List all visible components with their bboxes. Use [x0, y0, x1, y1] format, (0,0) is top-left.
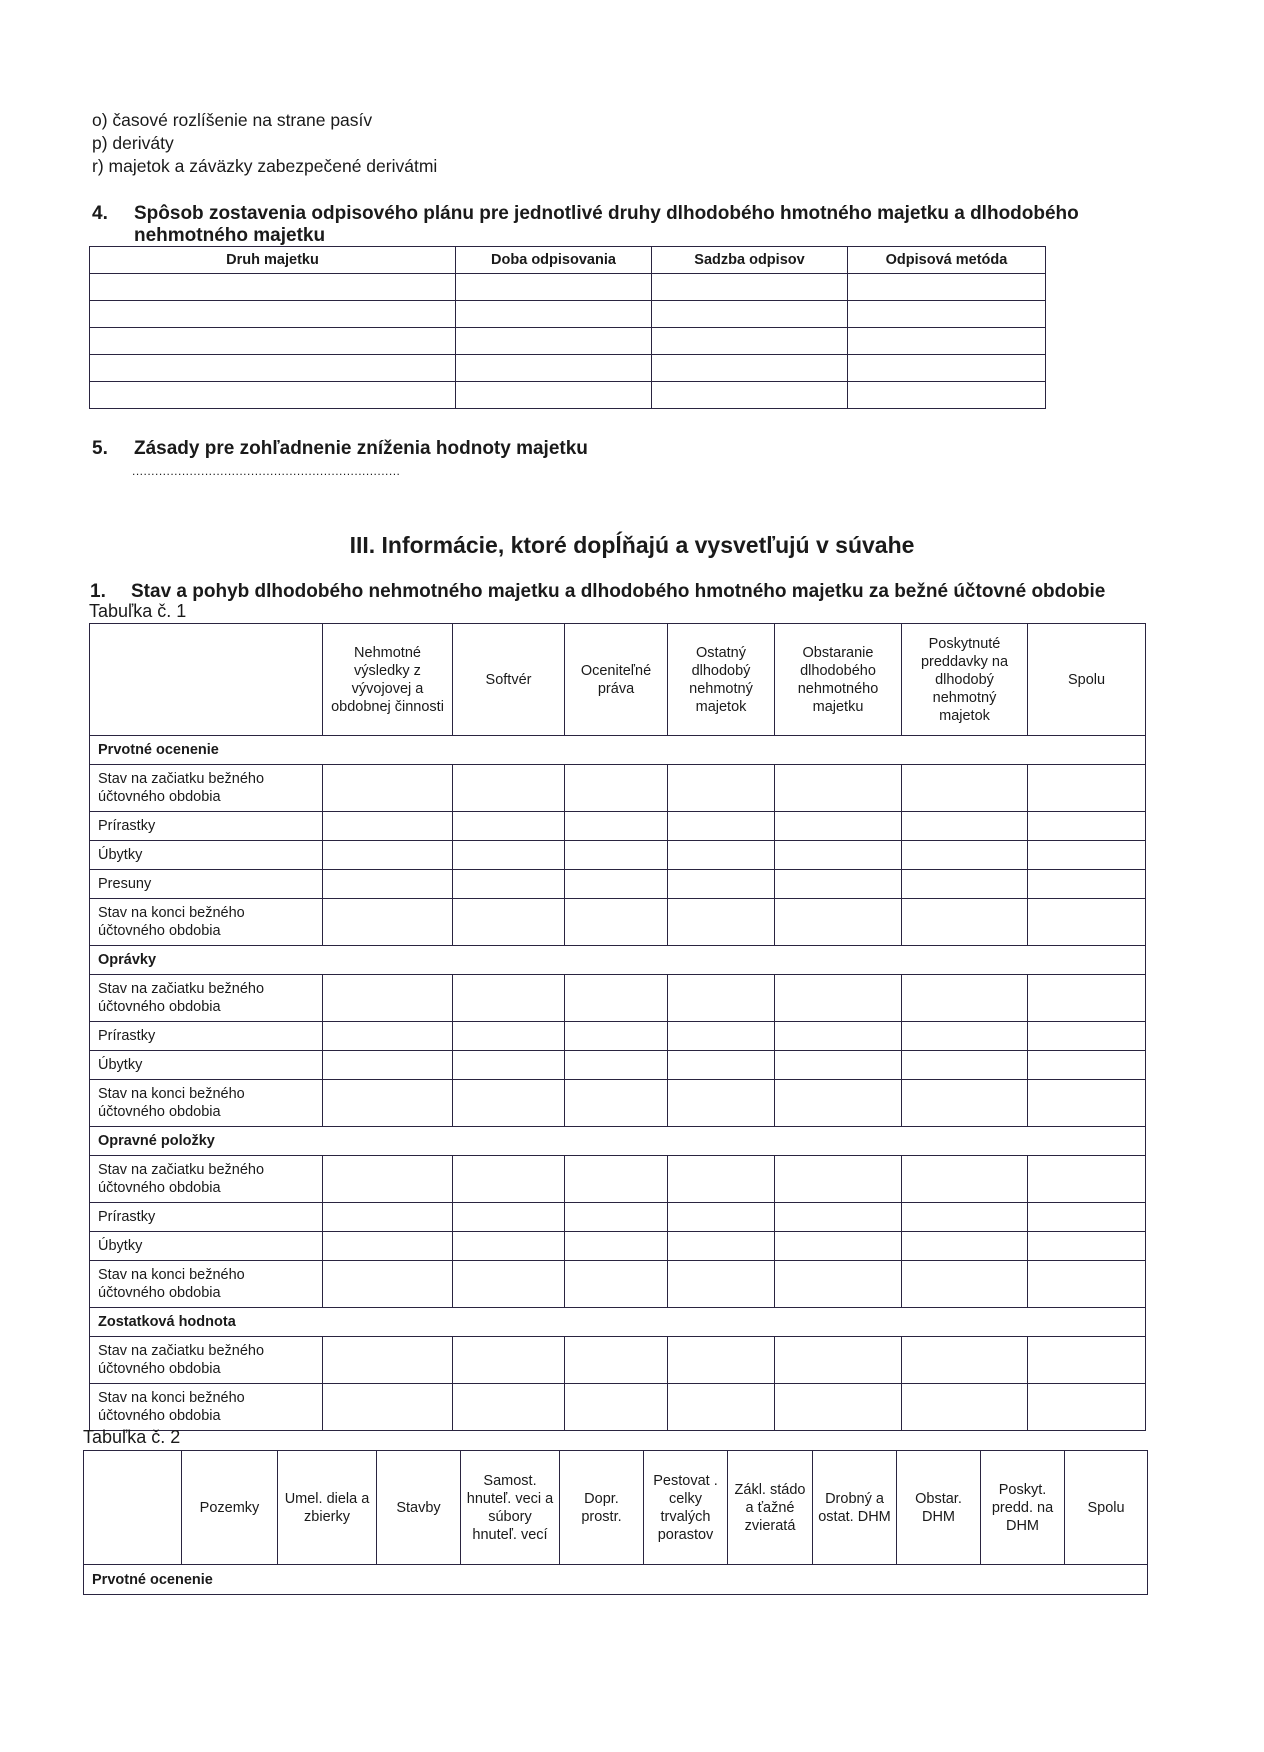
- input-cell[interactable]: [775, 1051, 902, 1080]
- input-cell[interactable]: [456, 355, 652, 382]
- input-cell[interactable]: [323, 1080, 453, 1127]
- table-row: [90, 1203, 1146, 1232]
- input-cell[interactable]: [453, 1261, 565, 1308]
- section-row: [84, 1565, 1148, 1595]
- input-cell[interactable]: [565, 1384, 668, 1431]
- row-label: Stav na začiatku bežného účtovného obdobia: [90, 1337, 323, 1384]
- input-cell[interactable]: [848, 328, 1046, 355]
- table-row: [90, 1156, 1146, 1203]
- section-label: Prvotné ocenenie: [90, 736, 1146, 765]
- table-row: [90, 1384, 1146, 1431]
- input-cell[interactable]: [323, 1384, 453, 1431]
- input-cell[interactable]: [453, 1022, 565, 1051]
- input-cell[interactable]: [775, 870, 902, 899]
- input-cell[interactable]: [668, 975, 775, 1022]
- column-header: Dopr. prostr.: [560, 1451, 644, 1565]
- row-label: Stav na začiatku bežného účtovného obdobia: [90, 765, 323, 812]
- input-cell[interactable]: [323, 1232, 453, 1261]
- row-label: Úbytky: [90, 1051, 323, 1080]
- column-header: Doba odpisovania: [456, 247, 652, 274]
- input-cell[interactable]: [902, 765, 1028, 812]
- section-label: Prvotné ocenenie: [84, 1565, 1148, 1595]
- input-cell[interactable]: [902, 975, 1028, 1022]
- input-cell[interactable]: [565, 1232, 668, 1261]
- input-cell[interactable]: [1028, 1337, 1146, 1384]
- section5-heading: [92, 438, 588, 460]
- input-cell[interactable]: [565, 841, 668, 870]
- section5-fill-line: ......................................................................: [132, 464, 401, 478]
- column-header: Stavby: [377, 1451, 461, 1565]
- table-header-row: [90, 624, 1146, 736]
- input-cell[interactable]: [668, 1051, 775, 1080]
- input-cell[interactable]: [565, 975, 668, 1022]
- input-cell[interactable]: [1028, 1156, 1146, 1203]
- row-label: Stav na začiatku bežného účtovného obdobia: [90, 1156, 323, 1203]
- input-cell[interactable]: [1028, 1051, 1146, 1080]
- table-row: [90, 1080, 1146, 1127]
- input-cell[interactable]: [453, 1337, 565, 1384]
- input-cell[interactable]: [565, 1203, 668, 1232]
- list-item-r: r) majetok a záväzky zabezpečené derivátmi: [92, 156, 438, 176]
- input-cell[interactable]: [565, 1022, 668, 1051]
- row-label: Prírastky: [90, 812, 323, 841]
- column-header: Odpisová metóda: [848, 247, 1046, 274]
- input-cell[interactable]: [90, 301, 456, 328]
- input-cell[interactable]: [323, 1022, 453, 1051]
- column-header: Spolu: [1065, 1451, 1148, 1565]
- column-header: Sadzba odpisov: [652, 247, 848, 274]
- input-cell[interactable]: [668, 1080, 775, 1127]
- input-cell[interactable]: [775, 899, 902, 946]
- input-cell[interactable]: [453, 812, 565, 841]
- input-cell[interactable]: [902, 1022, 1028, 1051]
- part3-section1-heading: [90, 581, 1105, 603]
- input-cell[interactable]: [902, 1156, 1028, 1203]
- column-header: Obstar. DHM: [897, 1451, 981, 1565]
- input-cell[interactable]: [1028, 812, 1146, 841]
- column-header: Zákl. stádo a ťažné zvieratá: [728, 1451, 813, 1565]
- part3-section1-title: Stav a pohyb dlhodobého nehmotného majetku a dlhodobého hmotného majetku za bežné účtovné obdobie: [131, 581, 1106, 602]
- input-cell[interactable]: [323, 899, 453, 946]
- table-row: [90, 899, 1146, 946]
- row-label: Úbytky: [90, 1232, 323, 1261]
- table-row: [90, 870, 1146, 899]
- input-cell[interactable]: [902, 1203, 1028, 1232]
- input-cell[interactable]: [453, 870, 565, 899]
- column-header: Pestovat . celky trvalých porastov: [644, 1451, 728, 1565]
- input-cell[interactable]: [652, 355, 848, 382]
- input-cell[interactable]: [668, 1156, 775, 1203]
- input-cell[interactable]: [775, 1337, 902, 1384]
- input-cell[interactable]: [323, 1261, 453, 1308]
- table-row: [90, 355, 1046, 382]
- input-cell[interactable]: [90, 355, 456, 382]
- table-header-row: [90, 247, 1046, 274]
- input-cell[interactable]: [668, 812, 775, 841]
- input-cell[interactable]: [652, 301, 848, 328]
- input-cell[interactable]: [456, 328, 652, 355]
- table-row: [90, 328, 1046, 355]
- depreciation-plan-table: [89, 246, 1046, 409]
- input-cell[interactable]: [902, 1337, 1028, 1384]
- column-header: Nehmotné výsledky z vývojovej a obdobnej činnosti: [323, 624, 453, 736]
- input-cell[interactable]: [668, 1203, 775, 1232]
- input-cell[interactable]: [848, 382, 1046, 409]
- input-cell[interactable]: [902, 812, 1028, 841]
- input-cell[interactable]: [323, 812, 453, 841]
- table2-caption: Tabuľka č. 2: [83, 1427, 181, 1447]
- input-cell[interactable]: [565, 1337, 668, 1384]
- input-cell[interactable]: [652, 328, 848, 355]
- table-row: [90, 1022, 1146, 1051]
- list-item-p: p) deriváty: [92, 133, 174, 153]
- input-cell[interactable]: [453, 841, 565, 870]
- input-cell[interactable]: [668, 1384, 775, 1431]
- input-cell[interactable]: [652, 382, 848, 409]
- column-header: Samost. hnuteľ. veci a súbory hnuteľ. vecí: [461, 1451, 560, 1565]
- table-row: [90, 765, 1146, 812]
- input-cell[interactable]: [848, 274, 1046, 301]
- input-cell[interactable]: [848, 355, 1046, 382]
- input-cell[interactable]: [668, 899, 775, 946]
- column-header: Obstaranie dlhodobého nehmotného majetku: [775, 624, 902, 736]
- table-row: [90, 301, 1046, 328]
- input-cell[interactable]: [775, 1203, 902, 1232]
- input-cell[interactable]: [775, 765, 902, 812]
- input-cell[interactable]: [902, 1051, 1028, 1080]
- section4-number: 4.: [92, 203, 108, 224]
- input-cell[interactable]: [565, 1051, 668, 1080]
- input-cell[interactable]: [323, 870, 453, 899]
- input-cell[interactable]: [848, 301, 1046, 328]
- input-cell[interactable]: [775, 1022, 902, 1051]
- input-cell[interactable]: [565, 870, 668, 899]
- input-cell[interactable]: [453, 1232, 565, 1261]
- section5-title: Zásady pre zohľadnenie zníženia hodnoty majetku: [134, 438, 588, 459]
- input-cell[interactable]: [1028, 1384, 1146, 1431]
- input-cell[interactable]: [565, 1080, 668, 1127]
- input-cell[interactable]: [453, 1384, 565, 1431]
- table-row: [90, 1337, 1146, 1384]
- input-cell[interactable]: [775, 812, 902, 841]
- column-header: Druh majetku: [90, 247, 456, 274]
- input-cell[interactable]: [652, 274, 848, 301]
- table-row: [90, 1051, 1146, 1080]
- table-row: [90, 975, 1146, 1022]
- table-row: [90, 841, 1146, 870]
- column-header: Softvér: [453, 624, 565, 736]
- input-cell[interactable]: [668, 1022, 775, 1051]
- table-row: [90, 1261, 1146, 1308]
- input-cell[interactable]: [902, 899, 1028, 946]
- input-cell[interactable]: [90, 328, 456, 355]
- input-cell[interactable]: [775, 1384, 902, 1431]
- section-label: Opravné položky: [90, 1127, 1146, 1156]
- input-cell[interactable]: [902, 841, 1028, 870]
- column-header: Pozemky: [182, 1451, 278, 1565]
- input-cell[interactable]: [775, 1232, 902, 1261]
- column-header: Poskyt. predd. na DHM: [981, 1451, 1065, 1565]
- input-cell[interactable]: [323, 1203, 453, 1232]
- row-label: Stav na začiatku bežného účtovného obdobia: [90, 975, 323, 1022]
- column-header: Oceniteľné práva: [565, 624, 668, 736]
- input-cell[interactable]: [1028, 765, 1146, 812]
- list-item-o: o) časové rozlíšenie na strane pasív: [92, 110, 373, 130]
- row-label: Stav na konci bežného účtovného obdobia: [90, 1384, 323, 1431]
- input-cell[interactable]: [565, 812, 668, 841]
- input-cell[interactable]: [323, 765, 453, 812]
- row-label: Úbytky: [90, 841, 323, 870]
- input-cell[interactable]: [668, 1337, 775, 1384]
- input-cell[interactable]: [90, 382, 456, 409]
- section-row: [90, 1127, 1146, 1156]
- input-cell[interactable]: [902, 1384, 1028, 1431]
- input-cell[interactable]: [668, 1232, 775, 1261]
- input-cell[interactable]: [775, 1156, 902, 1203]
- input-cell[interactable]: [1028, 899, 1146, 946]
- input-cell[interactable]: [1028, 841, 1146, 870]
- input-cell[interactable]: [668, 841, 775, 870]
- input-cell[interactable]: [668, 1261, 775, 1308]
- section-row: [90, 1308, 1146, 1337]
- input-cell[interactable]: [1028, 1232, 1146, 1261]
- tangible-assets-table: [83, 1450, 1148, 1595]
- input-cell[interactable]: [668, 870, 775, 899]
- input-cell[interactable]: [775, 1261, 902, 1308]
- table1-caption: Tabuľka č. 1: [89, 601, 187, 621]
- input-cell[interactable]: [323, 1337, 453, 1384]
- table-header-row: [84, 1451, 1148, 1565]
- input-cell[interactable]: [453, 975, 565, 1022]
- input-cell[interactable]: [775, 1080, 902, 1127]
- part3-section1-number: 1.: [90, 581, 106, 602]
- column-header: [84, 1451, 182, 1565]
- input-cell[interactable]: [565, 899, 668, 946]
- input-cell[interactable]: [902, 1261, 1028, 1308]
- input-cell[interactable]: [1028, 975, 1146, 1022]
- input-cell[interactable]: [1028, 1080, 1146, 1127]
- input-cell[interactable]: [456, 301, 652, 328]
- section-row: [90, 946, 1146, 975]
- input-cell[interactable]: [453, 1203, 565, 1232]
- input-cell[interactable]: [323, 1156, 453, 1203]
- input-cell[interactable]: [565, 1261, 668, 1308]
- input-cell[interactable]: [323, 975, 453, 1022]
- section-row: [90, 736, 1146, 765]
- row-label: Stav na konci bežného účtovného obdobia: [90, 899, 323, 946]
- section-label: Oprávky: [90, 946, 1146, 975]
- part3-title: III. Informácie, ktoré dopĺňajú a vysvetľujú v súvahe: [349, 532, 915, 558]
- column-header: [90, 624, 323, 736]
- input-cell[interactable]: [902, 1080, 1028, 1127]
- row-label: Stav na konci bežného účtovného obdobia: [90, 1261, 323, 1308]
- input-cell[interactable]: [323, 841, 453, 870]
- input-cell[interactable]: [323, 1051, 453, 1080]
- section4-heading: [92, 203, 1192, 247]
- row-label: Presuny: [90, 870, 323, 899]
- section5-number: 5.: [92, 438, 108, 459]
- table-row: [90, 382, 1046, 409]
- table-row: [90, 274, 1046, 301]
- input-cell[interactable]: [565, 765, 668, 812]
- row-label: Prírastky: [90, 1203, 323, 1232]
- input-cell[interactable]: [565, 1156, 668, 1203]
- row-label: Stav na konci bežného účtovného obdobia: [90, 1080, 323, 1127]
- input-cell[interactable]: [1028, 1022, 1146, 1051]
- table-row: [90, 812, 1146, 841]
- input-cell[interactable]: [453, 899, 565, 946]
- column-header: Spolu: [1028, 624, 1146, 736]
- input-cell[interactable]: [668, 765, 775, 812]
- input-cell[interactable]: [456, 274, 652, 301]
- input-cell[interactable]: [1028, 1261, 1146, 1308]
- input-cell[interactable]: [775, 841, 902, 870]
- column-header: Drobný a ostat. DHM: [813, 1451, 897, 1565]
- column-header: Ostatný dlhodobý nehmotný majetok: [668, 624, 775, 736]
- input-cell[interactable]: [1028, 870, 1146, 899]
- input-cell[interactable]: [453, 1080, 565, 1127]
- input-cell[interactable]: [775, 975, 902, 1022]
- section4-title: Spôsob zostavenia odpisového plánu pre jednotlivé druhy dlhodobého hmotného majetku a dlhodobého: [134, 203, 1079, 224]
- column-header: Umel. diela a zbierky: [278, 1451, 377, 1565]
- input-cell[interactable]: [453, 1156, 565, 1203]
- input-cell[interactable]: [1028, 1203, 1146, 1232]
- input-cell[interactable]: [902, 870, 1028, 899]
- section4-title-line2: nehmotného majetku: [134, 225, 326, 246]
- section-label: Zostatková hodnota: [90, 1308, 1146, 1337]
- intangible-assets-table: [89, 623, 1146, 1431]
- input-cell[interactable]: [456, 382, 652, 409]
- input-cell[interactable]: [453, 1051, 565, 1080]
- table-row: [90, 1232, 1146, 1261]
- input-cell[interactable]: [902, 1232, 1028, 1261]
- column-header: Poskytnuté preddavky na dlhodobý nehmotný majetok: [902, 624, 1028, 736]
- row-label: Prírastky: [90, 1022, 323, 1051]
- input-cell[interactable]: [90, 274, 456, 301]
- input-cell[interactable]: [453, 765, 565, 812]
